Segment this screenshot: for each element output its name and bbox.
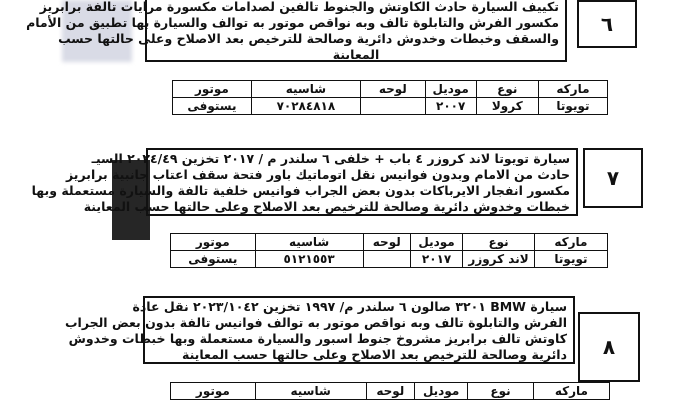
table-header-row xyxy=(173,81,608,98)
header-engine: موتور xyxy=(171,383,256,400)
cell-engine: يستوفى xyxy=(173,98,252,115)
header-type: نوع xyxy=(463,234,535,251)
header-type: نوع xyxy=(468,383,534,400)
header-plate: لوحه xyxy=(366,383,414,400)
desc-line: والسقف وخبطات وخدوش دائرية وصالحة للترخيص بعد الاصلاح وعلى حالتها حسب xyxy=(58,31,559,46)
header-engine: موتور xyxy=(173,81,252,98)
cell-type: لاند كروزر xyxy=(463,251,535,268)
item-8-description xyxy=(64,296,575,364)
cell-model: ٢٠١٧ xyxy=(410,251,462,268)
header-model: موديل xyxy=(410,234,462,251)
desc-line: الفرش والتابلوة تالف وبه نواقص موتور به توالف فوانيس تالفة بدون بعض الجراب xyxy=(64,315,567,330)
desc-line: المعاينة xyxy=(332,47,380,62)
item-7-number: ٧ xyxy=(583,148,643,208)
cell-type: كرولا xyxy=(476,98,538,115)
header-plate: لوحه xyxy=(360,81,425,98)
desc-line: سيارة BMW ٣٢٠١ صالون ٦ سلندر م/ ١٩٩٧ تخزين ٢٠٢٣/١٠٤٢ نقل عادة xyxy=(132,299,567,314)
desc-line: مكسور انفجار الايرباكات بدون بعض الجراب فوانيس خلفية تالفة والسيارة مستعملة وبها xyxy=(31,183,570,198)
cell-engine: يستوفى xyxy=(171,251,256,268)
header-model: موديل xyxy=(425,81,476,98)
cell-brand: تويوتا xyxy=(538,98,607,115)
cell-plate xyxy=(363,251,410,268)
cell-chassis: ٥١٢١٥٥٣ xyxy=(255,251,363,268)
header-brand: ماركه xyxy=(538,81,607,98)
header-type: نوع xyxy=(476,81,538,98)
desc-line: تكييف السيارة حادث الكاوتش والجنوط تالفين لصدامات مكسورة مرايات تالفة برابريز xyxy=(39,0,559,14)
table-header-row xyxy=(171,383,610,400)
header-model: موديل xyxy=(415,383,468,400)
desc-line: سيارة تويوتا لاند كروزر ٤ باب + خلفى ٦ سلندر م / ٢٠١٧ تخزين ٢٠٢٤/٤٩ السيـ xyxy=(91,151,570,166)
desc-line: مكسور الفرش والتابلوة تالف وبه نواقص موتور به توالف والسيارة بها تطبيق من الأمام xyxy=(26,15,559,30)
header-chassis: شاسيه xyxy=(251,81,360,98)
header-chassis: شاسيه xyxy=(255,234,363,251)
header-plate: لوحه xyxy=(363,234,410,251)
item-8-number: ٨ xyxy=(578,312,640,382)
desc-line: كاوتش تالف برابريز مشروخ جنوط اسبور والسيارة مستعملة وبها خبطات وخدوش xyxy=(68,331,567,346)
cell-brand: تويوتا xyxy=(534,251,607,268)
desc-line: دائرية وصالحة للترخيص بعد الاصلاح وعلى حالتها حسب المعاينة xyxy=(181,347,567,362)
item-6-description xyxy=(26,0,567,62)
item-7-spec-table xyxy=(170,233,608,268)
cell-model: ٢٠٠٧ xyxy=(425,98,476,115)
item-8-spec-table xyxy=(170,382,610,400)
desc-line: خبطات وخدوش دائرية وصالحة للترخيص بعد الاصلاح وعلى حالتها حسب المعاينة xyxy=(83,199,570,214)
item-6-spec-table xyxy=(172,80,608,115)
desc-line: حادث من الامام وبدون فوانيس نقل اتوماتيك باور فتحة سقف اعتاب جانبية برابريز xyxy=(66,167,570,182)
header-engine: موتور xyxy=(171,234,256,251)
header-chassis: شاسيه xyxy=(255,383,366,400)
item-7-description xyxy=(31,148,578,216)
cell-plate xyxy=(360,98,425,115)
item-6-number: ٦ xyxy=(577,0,637,48)
table-row xyxy=(173,98,608,115)
table-header-row xyxy=(171,234,608,251)
header-brand: ماركه xyxy=(534,234,607,251)
header-brand: ماركه xyxy=(533,383,609,400)
cell-chassis: ٧٠٢٨٤٨١٨ xyxy=(251,98,360,115)
table-row xyxy=(171,251,608,268)
